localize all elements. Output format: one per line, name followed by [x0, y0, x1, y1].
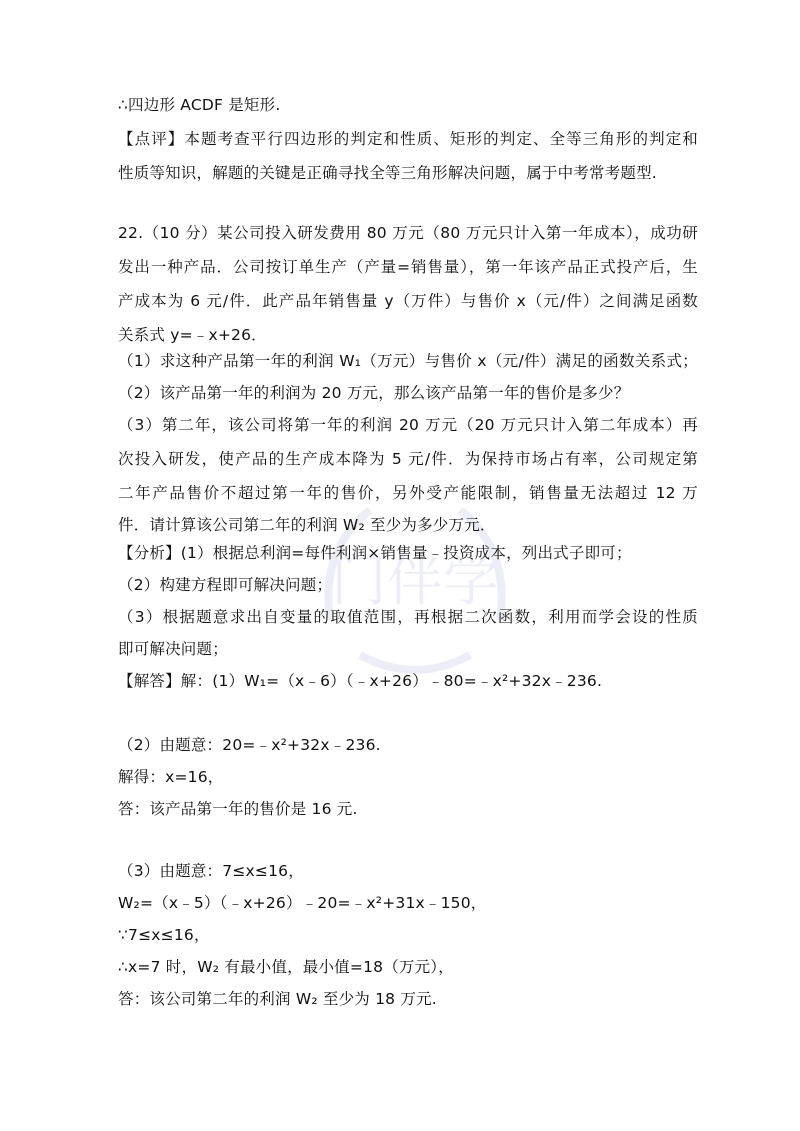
- text-line-l22: （3）由题意：7≤x≤16，: [118, 862, 304, 880]
- text-line-l26: 答：该公司第二年的利润 W₂ 至少为 18 万元.: [118, 990, 437, 1008]
- text-line-l10: （3）第二年，该公司将第一年的利润 20 万元（20 万元只计入第二年成本）再: [118, 416, 698, 434]
- text-line-l19: （2）由题意：20=﹣x²+32x﹣236.: [118, 736, 381, 754]
- text-line-l12: 二年产品售价不超过第一年的售价，另外受产能限制，销售量无法超过 12 万: [118, 484, 698, 502]
- text-line-l25: ∴x=7 时，W₂ 有最小值，最小值=18（万元），: [118, 958, 454, 976]
- watermark-text: 门伴学: [331, 549, 499, 614]
- text-line-l17: 即可解决问题；: [118, 640, 228, 658]
- text-line-l20: 解得：x=16，: [118, 768, 224, 786]
- text-line-l06: 产成本为 6 元/件．此产品年销售量 y（万件）与售价 x（元/件）之间满足函数: [118, 292, 698, 310]
- text-line-l24: ∵7≤x≤16，: [118, 926, 210, 944]
- text-line-l13: 件．请计算该公司第二年的利润 W₂ 至少为多少万元．: [118, 516, 496, 534]
- text-line-l04: 22.（10 分）某公司投入研发费用 80 万元（80 万元只计入第一年成本），成功研: [118, 224, 698, 242]
- text-line-l03: 性质等知识，解题的关键是正确寻找全等三角形解决问题，属于中考常考题型.: [118, 164, 657, 182]
- text-line-l16: （3）根据题意求出自变量的取值范围，再根据二次函数，利用而学会设的性质: [118, 608, 698, 626]
- text-line-l05: 发出一种产品．公司按订单生产（产量=销售量），第一年该产品正式投产后，生: [118, 258, 698, 276]
- text-line-l01: ∴四边形 ACDF 是矩形.: [118, 96, 281, 114]
- text-line-l14: 【分析】(1）根据总利润=每件利润×销售量﹣投资成本，列出式子即可；: [118, 544, 632, 562]
- text-line-l07: 关系式 y=﹣x+26．: [118, 326, 267, 344]
- text-line-l15: （2）构建方程即可解决问题；: [118, 576, 333, 594]
- text-line-l21: 答：该产品第一年的售价是 16 元.: [118, 800, 358, 818]
- text-line-l09: （2）该产品第一年的利润为 20 万元，那么该产品第一年的售价是多少？: [118, 384, 630, 402]
- text-line-l11: 次投入研发，使产品的生产成本降为 5 元/件．为保持市场占有率，公司规定第: [118, 450, 698, 468]
- text-line-l18: 【解答】解：(1）W₁=（x﹣6）（﹣x+26）﹣80=﹣x²+32x﹣236.: [118, 672, 603, 690]
- text-line-l23: W₂=（x﹣5）（﹣x+26）﹣20=﹣x²+31x﹣150，: [118, 894, 487, 912]
- text-line-l08: （1）求这种产品第一年的利润 W₁（万元）与售价 x（元/件）满足的函数关系式；: [118, 352, 698, 370]
- text-line-l02: 【点评】本题考查平行四边形的判定和性质、矩形的判定、全等三角形的判定和: [118, 130, 698, 148]
